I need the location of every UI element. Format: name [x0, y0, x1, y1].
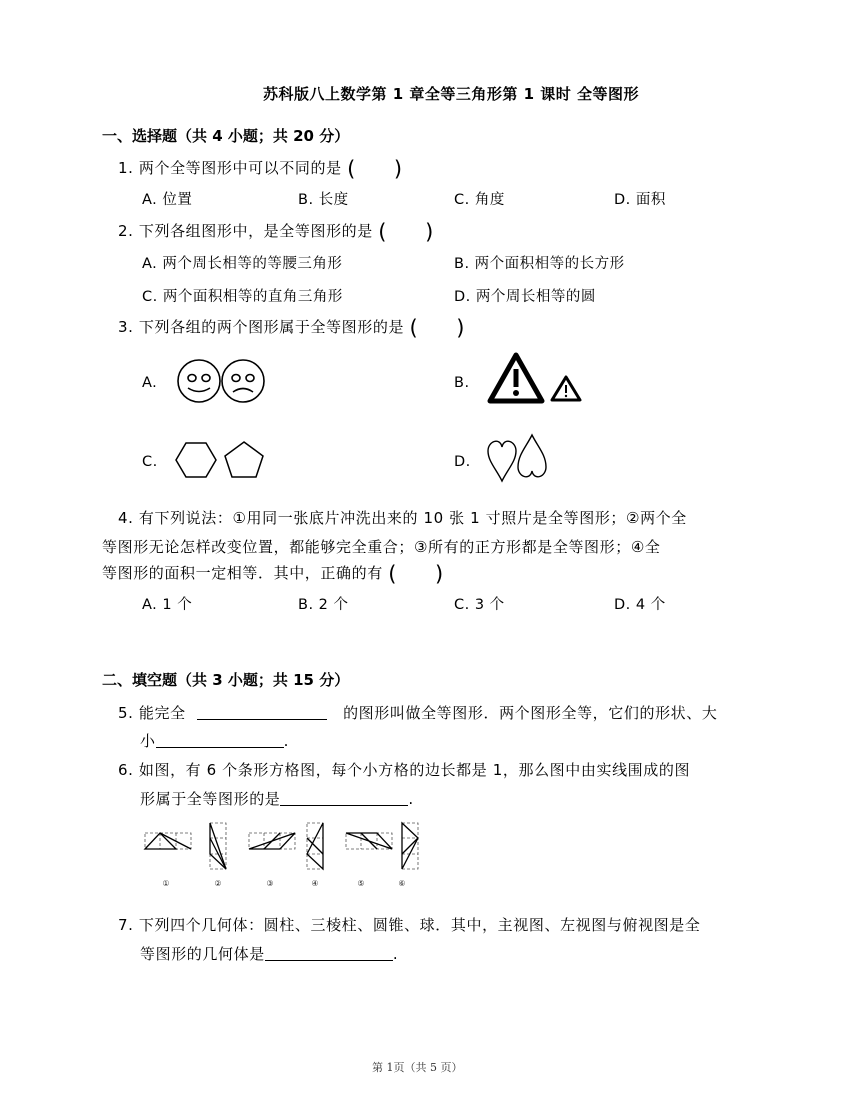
q1-option-a: A. 位置	[142, 192, 193, 208]
hearts-figure	[486, 433, 548, 485]
answer-paren-close: )	[456, 316, 466, 340]
q3-option-a: A.	[142, 375, 158, 391]
q4-option-b: B. 2 个	[298, 597, 349, 613]
fill-blank[interactable]	[265, 946, 393, 961]
q3-option-c: C.	[142, 454, 158, 470]
figure-label: ⑤	[357, 879, 365, 888]
question-2	[118, 220, 434, 244]
section-heading-choice: 一、选择题（共 4 小题；共 20 分）	[102, 127, 350, 145]
answer-paren-open: (	[388, 562, 397, 586]
q2-option-c: C. 两个面积相等的直角三角形	[142, 289, 343, 305]
question-5-text-c: 小	[140, 732, 156, 750]
answer-paren-close: )	[393, 157, 403, 181]
fill-blank[interactable]	[280, 791, 408, 806]
question-4-stem-end: 等图形的面积一定相等．其中，正确的有	[102, 564, 383, 582]
answer-paren-open: (	[409, 316, 419, 340]
question-6-line-2	[140, 788, 414, 809]
answer-paren-close: )	[434, 562, 444, 586]
question-4-line-2: 等图形无论怎样改变位置，都能够完全重合；③所有的正方形都是全等图形；④全	[102, 538, 661, 556]
question-5-period: .	[283, 732, 289, 750]
q1-option-d: D. 面积	[614, 192, 666, 208]
answer-paren-close: )	[425, 220, 434, 244]
question-5-text-a: 5. 能完全	[118, 704, 186, 722]
figure-label: ④	[311, 879, 319, 888]
question-6-period: .	[408, 790, 414, 808]
q2-option-b: B. 两个面积相等的长方形	[454, 256, 625, 272]
question-3	[118, 316, 465, 340]
question-7-line-1: 7. 下列四个几何体：圆柱、三棱柱、圆锥、球．其中，主视图、左视图与俯视图是全	[118, 916, 701, 934]
question-5-line-2	[140, 730, 289, 751]
fill-blank[interactable]	[197, 705, 327, 720]
q2-option-a: A. 两个周长相等的等腰三角形	[142, 256, 343, 272]
answer-paren-open: (	[378, 220, 388, 244]
q3-option-b: B.	[454, 375, 470, 391]
question-1	[118, 157, 403, 181]
strip-grid-figure	[140, 820, 425, 890]
section-heading-fill: 二、填空题（共 3 小题；共 15 分）	[102, 671, 350, 689]
q4-option-d: D. 4 个	[614, 597, 666, 613]
question-1-stem: 1. 两个全等图形中可以不同的是	[118, 159, 342, 177]
page-footer: 第 1页（共 5 页）	[372, 1061, 463, 1074]
question-6-text: 形属于全等图形的是	[140, 790, 281, 808]
faces-figure	[175, 356, 269, 406]
question-7-period: .	[392, 945, 399, 963]
warning-triangles-figure	[487, 351, 582, 405]
q4-option-c: C. 3 个	[454, 597, 505, 613]
question-4-line-3	[102, 562, 444, 586]
question-6-line-1: 6. 如图，有 6 个条形方格图，每个小方格的边长都是 1，那么图中由实线围成的图	[118, 761, 691, 779]
page-title: 苏科版八上数学第 1 章全等三角形第 1 课时 全等图形	[263, 85, 639, 103]
q3-option-d: D.	[454, 454, 471, 470]
figure-label: ③	[266, 879, 274, 888]
question-5-line-1	[118, 702, 717, 723]
q2-option-d: D. 两个周长相等的圆	[454, 289, 596, 305]
q4-option-a: A. 1 个	[142, 597, 193, 613]
figure-label: ②	[214, 879, 222, 888]
question-7-line-2	[140, 943, 398, 964]
question-3-stem: 3. 下列各组的两个图形属于全等图形的是	[118, 318, 405, 336]
question-5-text-b: 的图形叫做全等图形．两个图形全等，它们的形状、大	[343, 704, 718, 722]
answer-paren-open: (	[347, 157, 356, 181]
question-7-text: 等图形的几何体是	[140, 945, 265, 963]
figure-label: ⑥	[398, 879, 406, 888]
question-2-stem: 2. 下列各组图形中，是全等图形的是	[118, 222, 373, 240]
q1-option-c: C. 角度	[454, 192, 505, 208]
figure-label: ①	[162, 879, 170, 888]
hexagon-pentagon-figure	[175, 440, 267, 480]
fill-blank[interactable]	[156, 733, 284, 748]
question-4-line-1: 4. 有下列说法：①用同一张底片冲洗出来的 10 张 1 寸照片是全等图形；②两个全	[118, 509, 687, 527]
q1-option-b: B. 长度	[298, 192, 349, 208]
